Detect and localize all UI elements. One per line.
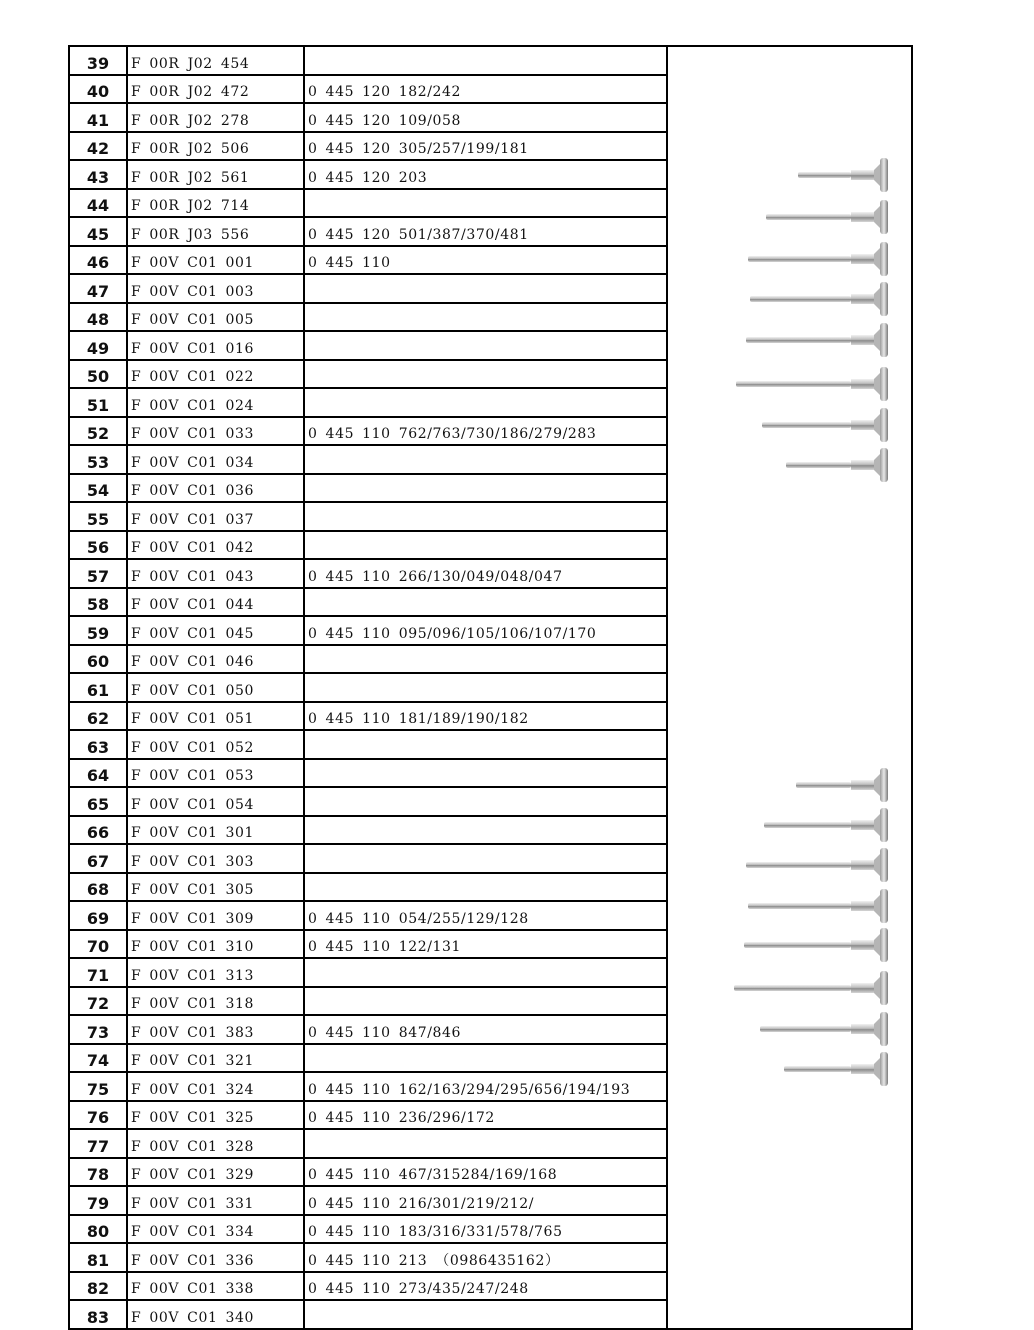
part-number-cell: F 00V C01 340 (127, 1300, 304, 1329)
valve-image-icon (784, 1052, 888, 1086)
part-number-cell: F 00V C01 045 (127, 616, 304, 645)
row-number: 75 (69, 1072, 127, 1101)
row-number: 41 (69, 103, 127, 132)
part-number-cell: F 00V C01 336 (127, 1243, 304, 1272)
part-number-cell: F 00V C01 043 (127, 559, 304, 588)
row-number: 39 (69, 46, 127, 75)
row-number: 82 (69, 1272, 127, 1301)
row-number: 53 (69, 445, 127, 474)
part-number-cell: F 00R J02 506 (127, 132, 304, 161)
part-number-cell: F 00V C01 318 (127, 987, 304, 1016)
part-number-cell: F 00V C01 003 (127, 274, 304, 303)
row-number: 40 (69, 75, 127, 104)
part-number-cell: F 00V C01 037 (127, 502, 304, 531)
reference-number-cell (304, 588, 667, 617)
reference-number-cell (304, 445, 667, 474)
row-number: 73 (69, 1015, 127, 1044)
part-number-cell: F 00V C01 334 (127, 1215, 304, 1244)
reference-number-cell: 0 445 110 273/435/247/248 (304, 1272, 667, 1301)
reference-number-cell (304, 474, 667, 503)
reference-number-cell (304, 531, 667, 560)
valve-image-icon (798, 158, 888, 192)
row-number: 52 (69, 417, 127, 446)
row-number: 83 (69, 1300, 127, 1329)
part-number-cell: F 00V C01 325 (127, 1101, 304, 1130)
table-body (69, 46, 912, 1329)
row-number: 62 (69, 702, 127, 731)
row-number: 74 (69, 1044, 127, 1073)
row-number: 58 (69, 588, 127, 617)
part-number-cell: F 00R J02 714 (127, 189, 304, 218)
part-number-cell: F 00V C01 034 (127, 445, 304, 474)
part-number-cell: F 00V C01 042 (127, 531, 304, 560)
reference-number-cell (304, 189, 667, 218)
part-number-cell: F 00V C01 036 (127, 474, 304, 503)
reference-number-cell: 0 445 110 122/131 (304, 930, 667, 959)
reference-number-cell: 0 445 110 847/846 (304, 1015, 667, 1044)
valve-image-icon (796, 768, 888, 802)
part-number-cell: F 00V C01 024 (127, 388, 304, 417)
reference-number-cell (304, 673, 667, 702)
reference-number-cell (304, 274, 667, 303)
reference-number-cell (304, 873, 667, 902)
part-number-cell: F 00V C01 046 (127, 645, 304, 674)
reference-number-cell (304, 331, 667, 360)
row-number: 81 (69, 1243, 127, 1272)
row-number: 54 (69, 474, 127, 503)
part-number-cell: F 00R J02 561 (127, 160, 304, 189)
parts-sheet (68, 45, 913, 1327)
reference-number-cell (304, 958, 667, 987)
reference-number-cell (304, 645, 667, 674)
valve-image-icon (764, 808, 888, 842)
part-number-cell: F 00V C01 321 (127, 1044, 304, 1073)
row-number: 66 (69, 816, 127, 845)
row-number: 49 (69, 331, 127, 360)
part-number-cell: F 00V C01 001 (127, 246, 304, 275)
valve-image-icon (748, 889, 888, 923)
row-number: 63 (69, 730, 127, 759)
valve-image-icon (762, 408, 888, 442)
part-number-cell: F 00V C01 329 (127, 1158, 304, 1187)
row-number: 48 (69, 303, 127, 332)
row-number: 64 (69, 759, 127, 788)
reference-number-cell: 0 445 120 203 (304, 160, 667, 189)
row-number: 46 (69, 246, 127, 275)
row-number: 70 (69, 930, 127, 959)
reference-number-cell (304, 787, 667, 816)
row-number: 72 (69, 987, 127, 1016)
reference-number-cell: 0 445 110 236/296/172 (304, 1101, 667, 1130)
part-number-cell: F 00V C01 054 (127, 787, 304, 816)
row-number: 51 (69, 388, 127, 417)
row-number: 47 (69, 274, 127, 303)
reference-number-cell: 0 445 110 467/315284/169/168 (304, 1158, 667, 1187)
valve-image-icon (746, 323, 888, 357)
part-number-cell: F 00V C01 051 (127, 702, 304, 731)
reference-number-cell: 0 445 120 305/257/199/181 (304, 132, 667, 161)
valve-image-icon (736, 367, 888, 401)
row-number: 65 (69, 787, 127, 816)
reference-number-cell (304, 987, 667, 1016)
part-number-cell: F 00V C01 303 (127, 844, 304, 873)
reference-number-cell: 0 445 110 (304, 246, 667, 275)
part-number-cell: F 00V C01 310 (127, 930, 304, 959)
row-number: 50 (69, 360, 127, 389)
reference-number-cell: 0 445 110 183/316/331/578/765 (304, 1215, 667, 1244)
part-number-cell: F 00R J03 556 (127, 217, 304, 246)
reference-number-cell (304, 502, 667, 531)
row-number: 80 (69, 1215, 127, 1244)
part-number-cell: F 00V C01 016 (127, 331, 304, 360)
part-number-cell: F 00V C01 050 (127, 673, 304, 702)
reference-number-cell: 0 445 120 182/242 (304, 75, 667, 104)
part-number-cell: F 00R J02 472 (127, 75, 304, 104)
row-number: 69 (69, 901, 127, 930)
part-number-cell: F 00V C01 022 (127, 360, 304, 389)
reference-number-cell (304, 759, 667, 788)
reference-number-cell (304, 388, 667, 417)
part-number-cell: F 00V C01 309 (127, 901, 304, 930)
valve-image-icon (734, 971, 888, 1005)
row-number: 60 (69, 645, 127, 674)
part-number-cell: F 00V C01 324 (127, 1072, 304, 1101)
part-number-cell: F 00V C01 338 (127, 1272, 304, 1301)
reference-number-cell: 0 445 120 501/387/370/481 (304, 217, 667, 246)
reference-number-cell (304, 1300, 667, 1329)
part-number-cell: F 00R J02 454 (127, 46, 304, 75)
reference-number-cell (304, 1129, 667, 1158)
row-number: 56 (69, 531, 127, 560)
valve-image-icon (760, 1012, 888, 1046)
row-number: 76 (69, 1101, 127, 1130)
reference-number-cell: 0 445 110 213 （0986435162） (304, 1243, 667, 1272)
row-number: 67 (69, 844, 127, 873)
reference-number-cell: 0 445 110 095/096/105/106/107/170 (304, 616, 667, 645)
row-number: 77 (69, 1129, 127, 1158)
row-number: 59 (69, 616, 127, 645)
valve-image-icon (748, 242, 888, 276)
part-number-cell: F 00V C01 328 (127, 1129, 304, 1158)
valve-image-icon (786, 448, 888, 482)
part-number-cell: F 00V C01 305 (127, 873, 304, 902)
valve-image-icon (766, 200, 888, 234)
row-number: 44 (69, 189, 127, 218)
reference-number-cell (304, 303, 667, 332)
row-number: 79 (69, 1186, 127, 1215)
reference-number-cell: 0 445 110 181/189/190/182 (304, 702, 667, 731)
part-number-cell: F 00V C01 052 (127, 730, 304, 759)
valve-images-cell (667, 46, 912, 1329)
table-row (69, 46, 912, 75)
reference-number-cell (304, 730, 667, 759)
reference-number-cell: 0 445 110 054/255/129/128 (304, 901, 667, 930)
part-number-cell: F 00R J02 278 (127, 103, 304, 132)
part-number-cell: F 00V C01 331 (127, 1186, 304, 1215)
reference-number-cell (304, 816, 667, 845)
reference-number-cell: 0 445 120 109/058 (304, 103, 667, 132)
part-number-cell: F 00V C01 005 (127, 303, 304, 332)
row-number: 43 (69, 160, 127, 189)
reference-number-cell (304, 844, 667, 873)
part-number-cell: F 00V C01 044 (127, 588, 304, 617)
valve-image-icon (744, 928, 888, 962)
row-number: 61 (69, 673, 127, 702)
reference-number-cell (304, 1044, 667, 1073)
part-number-cell: F 00V C01 301 (127, 816, 304, 845)
valve-image-icon (750, 282, 888, 316)
row-number: 45 (69, 217, 127, 246)
reference-number-cell (304, 46, 667, 75)
row-number: 57 (69, 559, 127, 588)
reference-number-cell: 0 445 110 216/301/219/212/ (304, 1186, 667, 1215)
row-number: 78 (69, 1158, 127, 1187)
part-number-cell: F 00V C01 313 (127, 958, 304, 987)
reference-number-cell: 0 445 110 162/163/294/295/656/194/193 (304, 1072, 667, 1101)
reference-number-cell: 0 445 110 762/763/730/186/279/283 (304, 417, 667, 446)
reference-number-cell: 0 445 110 266/130/049/048/047 (304, 559, 667, 588)
valve-image-icon (746, 848, 888, 882)
valve-cross-reference-table (68, 45, 913, 1330)
row-number: 42 (69, 132, 127, 161)
part-number-cell: F 00V C01 033 (127, 417, 304, 446)
row-number: 71 (69, 958, 127, 987)
part-number-cell: F 00V C01 383 (127, 1015, 304, 1044)
part-number-cell: F 00V C01 053 (127, 759, 304, 788)
row-number: 68 (69, 873, 127, 902)
row-number: 55 (69, 502, 127, 531)
valve-image-column (668, 47, 912, 1237)
reference-number-cell (304, 360, 667, 389)
